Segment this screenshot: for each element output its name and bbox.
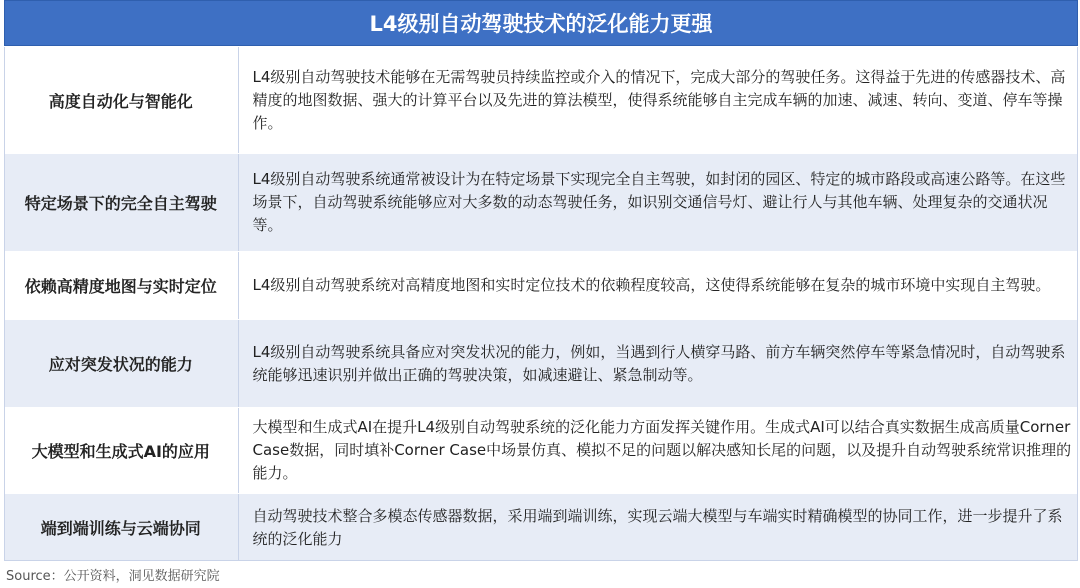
row-description: L4级别自动驾驶系统具备应对突发状况的能力，例如，当遇到行人横穿马路、前方车辆突然停车等紧急情况时，自动驾驶系统能够迅速识别并做出正确的驾驶决策，如减速避让、紧急制动等。 [238,320,1078,408]
table-row [4,48,1078,154]
row-description: L4级别自动驾驶系统通常被设计为在特定场景下实现完全自主驾驶，如封闭的园区、特定的城市路段或高速公路等。在这些场景下，自动驾驶系统能够应对大多数的动态驾驶任务，如识别交通信号灯、避让行人与其他车辆、处理复杂的交通状况等。 [238,154,1078,252]
row-description: 自动驾驶技术整合多模态传感器数据，采用端到端训练，实现云端大模型与车端实时精确模型的协同工作，进一步提升了系统的泛化能力 [238,494,1078,562]
table-row [4,252,1078,320]
info-table [4,47,1078,562]
table-row [4,408,1078,494]
table-row [4,154,1078,252]
source-note: Source：公开资料，洞见数据研究院 [6,569,220,584]
table-row [4,320,1078,408]
row-label: 端到端训练与云端协同 [4,494,238,562]
row-description: L4级别自动驾驶系统对高精度地图和实时定位技术的依赖程度较高，这使得系统能够在复杂的城市环境中实现自主驾驶。 [238,252,1078,320]
row-label: 高度自动化与智能化 [4,48,238,154]
row-label: 应对突发状况的能力 [4,320,238,408]
row-description: L4级别自动驾驶技术能够在无需驾驶员持续监控或介入的情况下，完成大部分的驾驶任务。这得益于先进的传感器技术、高精度的地图数据、强大的计算平台以及先进的算法模型，使得系统能够自主完成车辆的加速、减速、转向、变道、停车等操作。 [238,48,1078,154]
row-label: 大模型和生成式AI的应用 [4,408,238,494]
row-label: 特定场景下的完全自主驾驶 [4,154,238,252]
row-description: 大模型和生成式AI在提升L4级别自动驾驶系统的泛化能力方面发挥关键作用。生成式AI可以结合真实数据生成高质量Corner Case数据，同时填补Corner Case中场景仿真、模拟不足的问题以解决感知长尾的问题，以及提升自动驾驶系统常识推理的能力。 [238,408,1078,494]
table-title: L4级别自动驾驶技术的泛化能力更强 [4,0,1078,46]
row-label: 依赖高精度地图与实时定位 [4,252,238,320]
table-row [4,494,1078,562]
